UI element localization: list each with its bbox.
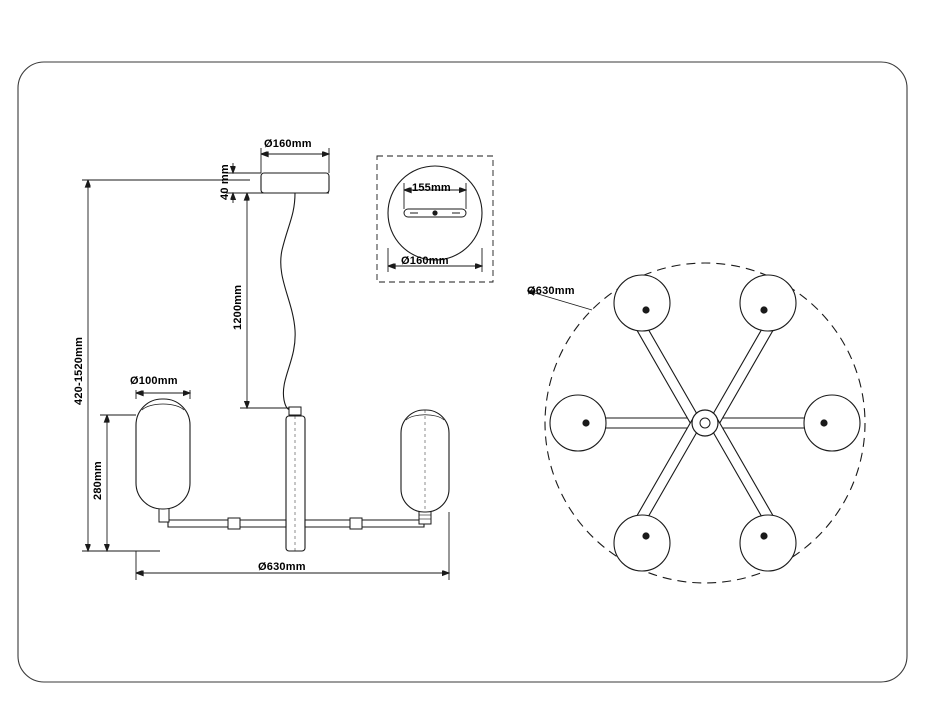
label-total-height-range: 420-1520mm xyxy=(73,336,85,405)
label-canopy-diameter: Ø160mm xyxy=(264,138,312,150)
label-drop-length: 1200mm xyxy=(232,284,244,330)
label-plate-screw-spacing: 155mm xyxy=(412,182,451,194)
label-canopy-height: 40 mm xyxy=(219,164,231,200)
arm-right xyxy=(305,520,424,527)
label-shade-height: 280mm xyxy=(92,461,104,500)
label-top-view-diameter: Ø630mm xyxy=(527,285,575,297)
label-shade-diameter: Ø100mm xyxy=(130,375,178,387)
canopy xyxy=(261,173,329,193)
arm-left xyxy=(168,520,286,527)
shade-left xyxy=(136,399,190,509)
label-plate-diameter: Ø160mm xyxy=(401,255,449,267)
label-fixture-width: Ø630mm xyxy=(258,561,306,573)
central-column xyxy=(286,416,305,551)
socket-left xyxy=(159,508,169,522)
